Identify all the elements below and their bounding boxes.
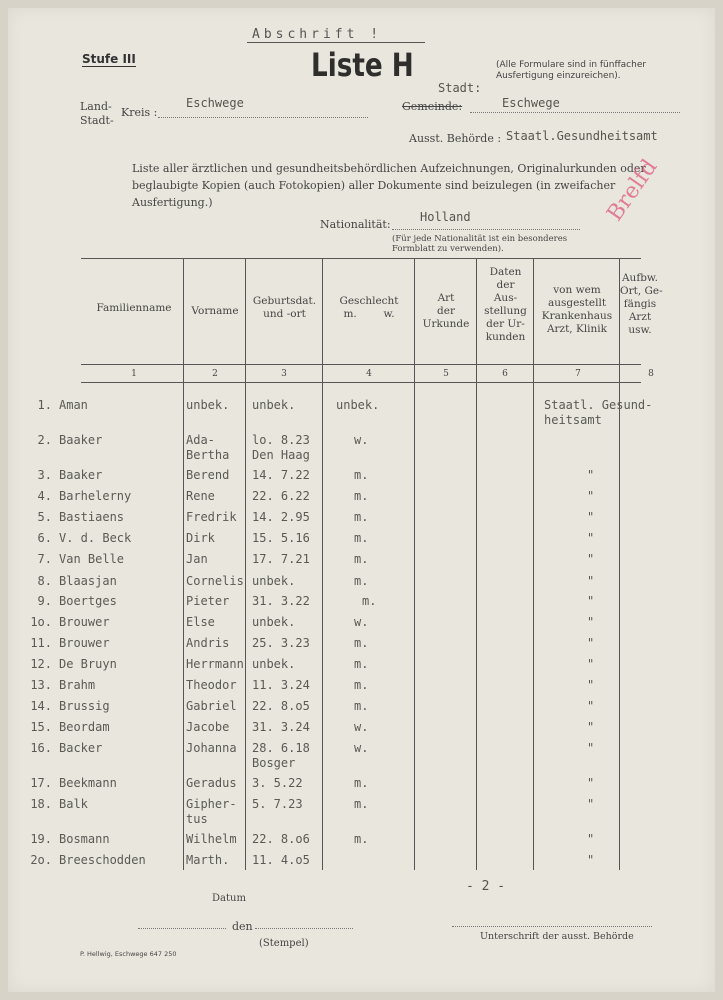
cell-n: 15.: [30, 720, 52, 734]
signature-line: [452, 926, 652, 927]
cell-vorname: Else: [186, 615, 215, 629]
cell-geb: unbek.: [252, 398, 296, 412]
handwritten-stamp: Brelfd: [602, 155, 663, 226]
cell-geschl: m.: [354, 574, 369, 588]
cell-von: ": [587, 552, 595, 566]
cell-von: ": [587, 776, 595, 790]
cell-von: ": [587, 797, 595, 811]
cell-geb: unbek.: [252, 615, 296, 629]
col-header-art: Art der Urkunde: [422, 292, 470, 330]
col-num-1: 1: [131, 369, 137, 379]
cell-name: Breeschodden: [59, 853, 146, 867]
col-divider: [619, 258, 620, 870]
header-bottom-border: [81, 364, 641, 365]
cell-geb: 17. 7.21: [252, 552, 310, 566]
printer-imprint: P. Hellwig, Eschwege 647 250: [80, 950, 177, 958]
stadt-label: Stadt:: [438, 81, 482, 95]
cell-vorname: Pieter: [186, 594, 230, 608]
cell-von: ": [587, 510, 595, 524]
cell-geschl: m.: [354, 776, 369, 790]
cell-n: 8.: [37, 574, 52, 588]
col-header-aufbw: Aufbw. Ort, Ge- fängis Arzt usw.: [620, 272, 663, 336]
cell-name: Backer: [59, 741, 103, 755]
cell-n: 16.: [30, 741, 52, 755]
cell-vorname: Jan: [186, 552, 208, 566]
cell-geb: unbek.: [252, 657, 296, 671]
cell-geb: 3. 5.22: [252, 776, 303, 790]
cell-von: Staatl. Gesund- heitsamt: [544, 398, 653, 427]
cell-von: ": [587, 468, 595, 482]
cell-n: 6.: [37, 531, 52, 545]
cell-geb: 11. 3.24: [252, 678, 310, 692]
cell-n: 7.: [37, 552, 52, 566]
cell-von: ": [587, 657, 595, 671]
cell-geb: 22. 8.o6: [252, 832, 310, 846]
cell-name: V. d. Beck: [59, 531, 132, 545]
cell-von: ": [587, 853, 595, 867]
cell-name: Brussig: [59, 699, 110, 713]
cell-vorname: Gabriel: [186, 699, 237, 713]
cell-vorname: Andris: [186, 636, 230, 650]
cell-name: Baaker: [59, 468, 103, 482]
col-num-8: 8: [648, 369, 654, 379]
cell-vorname: Theodor: [186, 678, 237, 692]
col-divider: [183, 258, 184, 870]
cell-n: 4.: [37, 489, 52, 503]
col-header-geschlecht: Geschlecht m. w.: [339, 295, 399, 320]
cell-geb: 22. 6.22: [252, 489, 310, 503]
cell-geb: 28. 6.18 Bosger: [252, 741, 310, 770]
cell-geschl: m.: [354, 552, 369, 566]
cell-vorname: unbek.: [186, 398, 230, 412]
datum-label: Datum: [212, 893, 246, 904]
cell-geschl: w.: [354, 615, 369, 629]
cell-geb: 22. 8.o5: [252, 699, 310, 713]
table-top-border: [81, 258, 641, 259]
cell-geschl: m.: [354, 699, 369, 713]
cell-name: Bastiaens: [59, 510, 125, 524]
cell-von: ": [587, 741, 595, 755]
col-num-5: 5: [443, 369, 449, 379]
cell-name: Aman: [59, 398, 88, 412]
cell-geb: 25. 3.23: [252, 636, 310, 650]
col-divider: [476, 258, 477, 870]
cell-geb: lo. 8.23 Den Haag: [252, 433, 310, 462]
cell-von: ": [587, 574, 595, 588]
cell-geb: 11. 4.o5: [252, 853, 310, 867]
cell-geb: 5. 7.23: [252, 797, 303, 811]
cell-geschl: w.: [354, 741, 369, 755]
gemeinde-line: [470, 112, 680, 113]
cell-geschl: unbek.: [336, 398, 380, 412]
cell-vorname: Wilhelm: [186, 832, 237, 846]
kreis-label: Kreis :: [121, 106, 158, 119]
kreis-value: Eschwege: [186, 96, 244, 110]
cell-vorname: Rene: [186, 489, 215, 503]
behoerde-value: Staatl.Gesundheitsamt: [506, 129, 658, 143]
col-num-4: 4: [366, 369, 372, 379]
cell-name: Baaker: [59, 433, 103, 447]
cell-vorname: Cornelis: [186, 574, 244, 588]
cell-geschl: m.: [354, 531, 369, 545]
col-divider: [414, 258, 415, 870]
cell-geb: 14. 2.95: [252, 510, 310, 524]
cell-geschl: m.: [354, 636, 369, 650]
cell-geschl: m.: [362, 594, 377, 608]
col-divider: [322, 258, 323, 870]
cell-von: ": [587, 699, 595, 713]
ort-line: [138, 928, 226, 929]
cell-vorname: Herrmann: [186, 657, 244, 671]
nationalitaet-note: (Für jede Nationalität ist ein besonderes Formblatt zu verwenden).: [392, 234, 568, 254]
cell-n: 3.: [37, 468, 52, 482]
cell-von: ": [587, 615, 595, 629]
unterschrift-label: Unterschrift der ausst. Behörde: [480, 931, 634, 942]
cell-name: Beordam: [59, 720, 110, 734]
copy-underline: [247, 42, 425, 43]
cell-name: Van Belle: [59, 552, 125, 566]
cell-vorname: Johanna: [186, 741, 237, 755]
cell-n: 17.: [30, 776, 52, 790]
cell-n: 2.: [37, 433, 52, 447]
cell-name: Brouwer: [59, 636, 110, 650]
gemeinde-value: Eschwege: [502, 96, 560, 110]
cell-geb: 31. 3.24: [252, 720, 310, 734]
cell-name: Bosmann: [59, 832, 110, 846]
cell-name: Boertges: [59, 594, 117, 608]
cell-n: 13.: [30, 678, 52, 692]
col-divider: [245, 258, 246, 870]
cell-geb: unbek.: [252, 574, 296, 588]
cell-geschl: w.: [354, 720, 369, 734]
cell-geb: 31. 3.22: [252, 594, 310, 608]
cell-geschl: m.: [354, 832, 369, 846]
stufe-label: Stufe III: [82, 52, 136, 66]
cell-name: De Bruyn: [59, 657, 117, 671]
col-num-3: 3: [281, 369, 287, 379]
cell-n: 18.: [30, 797, 52, 811]
colnum-bottom-border: [81, 382, 641, 383]
cell-vorname: Gipher- tus: [186, 797, 237, 826]
cell-n: 12.: [30, 657, 52, 671]
page-number: - 2 -: [466, 879, 506, 894]
cell-name: Beekmann: [59, 776, 117, 790]
behoerde-label: Ausst. Behörde :: [409, 132, 502, 145]
stempel-label: (Stempel): [259, 938, 309, 949]
cell-vorname: Geradus: [186, 776, 237, 790]
cell-vorname: Jacobe: [186, 720, 230, 734]
den-label: den: [232, 920, 253, 933]
cell-n: 9.: [37, 594, 52, 608]
cell-von: ": [587, 489, 595, 503]
cell-von: ": [587, 720, 595, 734]
cell-name: Brahm: [59, 678, 96, 692]
gemeinde-label: Gemeinde:: [402, 100, 463, 113]
cell-von: ": [587, 594, 595, 608]
cell-n: 11.: [30, 636, 52, 650]
cell-geb: 15. 5.16: [252, 531, 310, 545]
cell-n: 5.: [37, 510, 52, 524]
col-header-familienname: Familienname: [96, 302, 172, 314]
cell-name: Balk: [59, 797, 88, 811]
cell-vorname: Dirk: [186, 531, 215, 545]
col-divider: [533, 258, 534, 870]
cell-name: Brouwer: [59, 615, 110, 629]
cell-vorname: Marth.: [186, 853, 230, 867]
cell-von: ": [587, 531, 595, 545]
datum-line: [255, 928, 353, 929]
col-num-7: 7: [575, 369, 581, 379]
cell-n: 2o.: [30, 853, 52, 867]
cell-n: 1.: [37, 398, 52, 412]
nationalitaet-value: Holland: [420, 210, 471, 224]
cell-n: 19.: [30, 832, 52, 846]
formular-note: (Alle Formulare sind in fünffacher Ausfertigung einzureichen).: [496, 60, 647, 81]
cell-geschl: m.: [354, 678, 369, 692]
cell-geschl: m.: [354, 657, 369, 671]
cell-geschl: m.: [354, 489, 369, 503]
nationalitaet-label: Nationalität:: [320, 218, 391, 231]
cell-n: 1o.: [30, 615, 52, 629]
cell-vorname: Berend: [186, 468, 230, 482]
instructions-text: Liste aller ärztlichen und gesundheitsbehördlichen Aufzeichnungen, Originalurkunden oder beglaubigte Kopien (auch Fotokopien) aller Dokumente sind beizulegen (in zweifacher Ausfertigung.): [132, 162, 646, 209]
col-header-von-wem: von wem ausgestellt Krankenhaus Arzt, Klinik: [541, 284, 613, 335]
cell-geschl: m.: [354, 797, 369, 811]
nationalitaet-line: [392, 229, 580, 230]
page-title: Liste H: [311, 46, 414, 84]
col-header-geburtsdatum: Geburtsdat. und -ort: [252, 295, 317, 320]
col-header-daten: Daten der Aus- stellung der Ur- kunden: [484, 266, 527, 343]
cell-geschl: w.: [354, 433, 369, 447]
cell-von: ": [587, 636, 595, 650]
cell-geschl: m.: [354, 468, 369, 482]
cell-von: ": [587, 832, 595, 846]
cell-geschl: m.: [354, 510, 369, 524]
cell-von: ": [587, 678, 595, 692]
copy-label: Abschrift !: [252, 27, 383, 42]
cell-name: Barhelerny: [59, 489, 132, 503]
land-stadt-label: Land- Stadt-: [80, 100, 114, 127]
cell-vorname: Fredrik: [186, 510, 237, 524]
cell-n: 14.: [30, 699, 52, 713]
cell-vorname: Ada- Bertha: [186, 433, 230, 462]
col-num-2: 2: [212, 369, 218, 379]
cell-name: Blaasjan: [59, 574, 117, 588]
kreis-line: [158, 117, 368, 118]
cell-geb: 14. 7.22: [252, 468, 310, 482]
col-num-6: 6: [502, 369, 508, 379]
col-header-vorname: Vorname: [191, 305, 239, 317]
